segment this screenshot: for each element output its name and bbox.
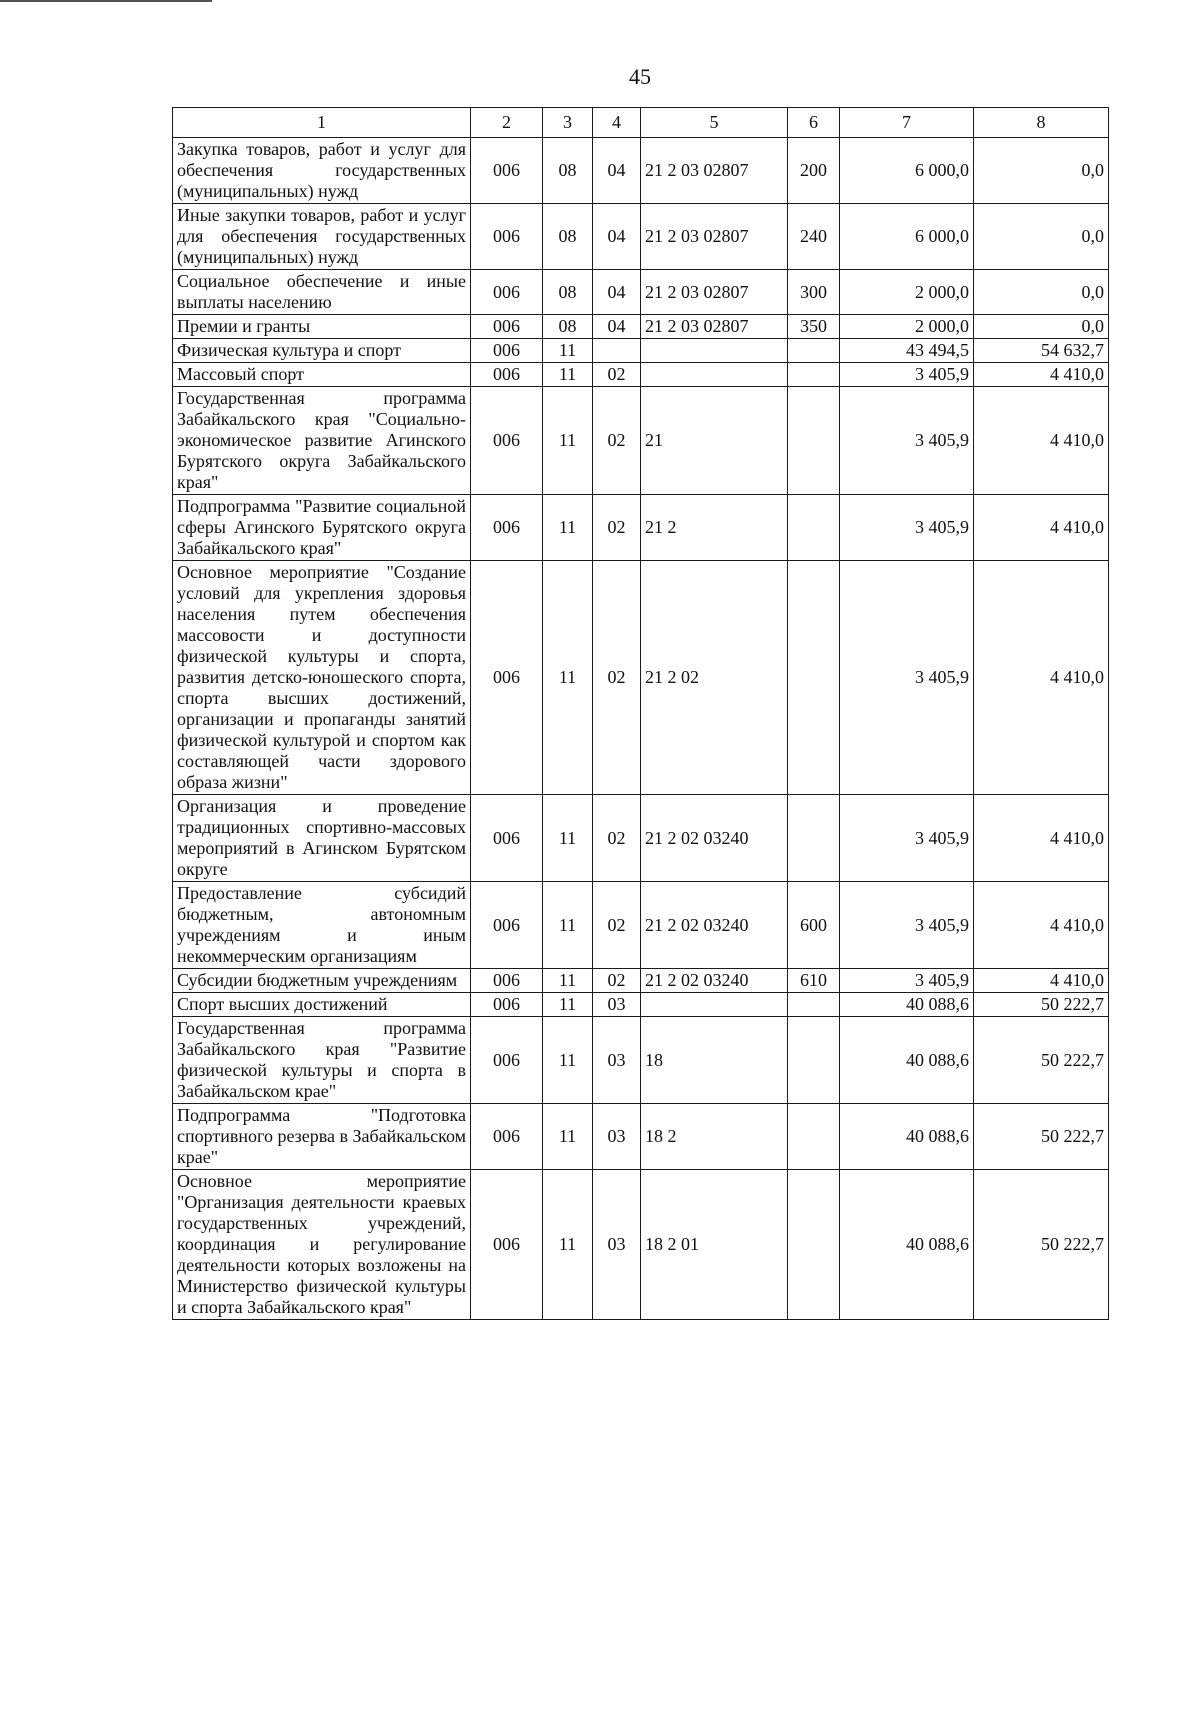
amount-column-7-cell: 40 088,6 xyxy=(840,1017,974,1104)
subsection-code-cell: 02 xyxy=(593,795,641,882)
expense-type-cell: 600 xyxy=(788,882,840,969)
amount-column-7-cell: 3 405,9 xyxy=(840,882,974,969)
row-name-cell: Государственная программа Забайкальского края "Социально-экономическое развитие Агинского Бурятского округа Забайкальского края" xyxy=(173,387,471,495)
amount-column-8-cell: 0,0 xyxy=(974,270,1109,315)
table-row xyxy=(173,204,1109,270)
section-code-cell: 11 xyxy=(543,1170,593,1320)
subsection-code-cell: 02 xyxy=(593,969,641,993)
amount-column-8-cell: 50 222,7 xyxy=(974,1104,1109,1170)
grbs-code-cell: 006 xyxy=(471,882,543,969)
row-name-cell: Массовый спорт xyxy=(173,363,471,387)
amount-column-7-cell: 3 405,9 xyxy=(840,795,974,882)
target-article-cell: 21 2 xyxy=(641,495,788,561)
expense-type-cell xyxy=(788,1170,840,1320)
target-article-cell: 21 2 03 02807 xyxy=(641,204,788,270)
row-name-cell: Иные закупки товаров, работ и услуг для обеспечения государственных (муниципальных) нужд xyxy=(173,204,471,270)
amount-column-7-cell: 3 405,9 xyxy=(840,561,974,795)
expense-type-cell xyxy=(788,339,840,363)
amount-column-8-cell: 4 410,0 xyxy=(974,363,1109,387)
target-article-cell: 21 2 02 03240 xyxy=(641,969,788,993)
table-row xyxy=(173,795,1109,882)
expense-type-cell xyxy=(788,1017,840,1104)
table-row xyxy=(173,561,1109,795)
amount-column-7-cell: 43 494,5 xyxy=(840,339,974,363)
amount-column-7-cell: 40 088,6 xyxy=(840,1170,974,1320)
grbs-code-cell: 006 xyxy=(471,339,543,363)
section-code-cell: 11 xyxy=(543,363,593,387)
target-article-cell: 21 2 02 xyxy=(641,561,788,795)
column-header: 6 xyxy=(788,108,840,138)
target-article-cell xyxy=(641,339,788,363)
column-header: 7 xyxy=(840,108,974,138)
amount-column-8-cell: 4 410,0 xyxy=(974,882,1109,969)
column-header: 4 xyxy=(593,108,641,138)
section-code-cell: 08 xyxy=(543,204,593,270)
amount-column-7-cell: 3 405,9 xyxy=(840,363,974,387)
subsection-code-cell: 03 xyxy=(593,1170,641,1320)
table-row xyxy=(173,138,1109,204)
expense-type-cell: 300 xyxy=(788,270,840,315)
target-article-cell: 21 2 03 02807 xyxy=(641,315,788,339)
column-header: 1 xyxy=(173,108,471,138)
section-code-cell: 08 xyxy=(543,315,593,339)
row-name-cell: Предоставление субсидий бюджетным, автономным учреждениям и иным некоммерческим организациям xyxy=(173,882,471,969)
subsection-code-cell xyxy=(593,339,641,363)
table-row xyxy=(173,1170,1109,1320)
table-row xyxy=(173,387,1109,495)
subsection-code-cell: 04 xyxy=(593,315,641,339)
table-row xyxy=(173,993,1109,1017)
amount-column-8-cell: 4 410,0 xyxy=(974,387,1109,495)
section-code-cell: 11 xyxy=(543,387,593,495)
table-row xyxy=(173,339,1109,363)
table-row xyxy=(173,495,1109,561)
expense-type-cell: 350 xyxy=(788,315,840,339)
grbs-code-cell: 006 xyxy=(471,204,543,270)
amount-column-8-cell: 50 222,7 xyxy=(974,1170,1109,1320)
subsection-code-cell: 02 xyxy=(593,363,641,387)
amount-column-8-cell: 4 410,0 xyxy=(974,495,1109,561)
section-code-cell: 11 xyxy=(543,795,593,882)
row-name-cell: Подпрограмма "Подготовка спортивного резерва в Забайкальском крае" xyxy=(173,1104,471,1170)
target-article-cell: 18 2 xyxy=(641,1104,788,1170)
grbs-code-cell: 006 xyxy=(471,1104,543,1170)
target-article-cell: 21 2 02 03240 xyxy=(641,795,788,882)
row-name-cell: Основное мероприятие "Создание условий для укрепления здоровья населения путем обеспечения массовости и доступности физической культуры и спорта, развития детско-юношеского спорта, спорта высших достижений, организации и пропаганды занятий физической культурой и спортом как составляющей части здорового образа жизни" xyxy=(173,561,471,795)
grbs-code-cell: 006 xyxy=(471,387,543,495)
grbs-code-cell: 006 xyxy=(471,1017,543,1104)
amount-column-8-cell: 0,0 xyxy=(974,315,1109,339)
section-code-cell: 08 xyxy=(543,270,593,315)
expense-type-cell: 240 xyxy=(788,204,840,270)
section-code-cell: 11 xyxy=(543,1104,593,1170)
amount-column-8-cell: 4 410,0 xyxy=(974,795,1109,882)
grbs-code-cell: 006 xyxy=(471,993,543,1017)
expense-type-cell xyxy=(788,1104,840,1170)
row-name-cell: Субсидии бюджетным учреждениям xyxy=(173,969,471,993)
amount-column-8-cell: 50 222,7 xyxy=(974,1017,1109,1104)
target-article-cell: 18 xyxy=(641,1017,788,1104)
section-code-cell: 11 xyxy=(543,882,593,969)
section-code-cell: 08 xyxy=(543,138,593,204)
target-article-cell xyxy=(641,993,788,1017)
expense-type-cell xyxy=(788,795,840,882)
table-row xyxy=(173,1017,1109,1104)
expense-type-cell xyxy=(788,363,840,387)
grbs-code-cell: 006 xyxy=(471,969,543,993)
amount-column-7-cell: 6 000,0 xyxy=(840,138,974,204)
amount-column-7-cell: 2 000,0 xyxy=(840,270,974,315)
amount-column-8-cell: 50 222,7 xyxy=(974,993,1109,1017)
amount-column-7-cell: 40 088,6 xyxy=(840,1104,974,1170)
section-code-cell: 11 xyxy=(543,495,593,561)
subsection-code-cell: 04 xyxy=(593,138,641,204)
scan-edge-line xyxy=(0,0,212,2)
target-article-cell: 21 2 03 02807 xyxy=(641,138,788,204)
row-name-cell: Организация и проведение традиционных спортивно-массовых мероприятий в Агинском Бурятском округе xyxy=(173,795,471,882)
column-header: 5 xyxy=(641,108,788,138)
expense-type-cell xyxy=(788,561,840,795)
section-code-cell: 11 xyxy=(543,993,593,1017)
target-article-cell xyxy=(641,363,788,387)
subsection-code-cell: 02 xyxy=(593,387,641,495)
table-row xyxy=(173,270,1109,315)
column-header: 2 xyxy=(471,108,543,138)
subsection-code-cell: 02 xyxy=(593,561,641,795)
grbs-code-cell: 006 xyxy=(471,270,543,315)
column-header: 8 xyxy=(974,108,1109,138)
amount-column-8-cell: 0,0 xyxy=(974,138,1109,204)
row-name-cell: Социальное обеспечение и иные выплаты населению xyxy=(173,270,471,315)
amount-column-7-cell: 3 405,9 xyxy=(840,969,974,993)
table-row xyxy=(173,315,1109,339)
subsection-code-cell: 04 xyxy=(593,204,641,270)
expense-type-cell xyxy=(788,993,840,1017)
section-code-cell: 11 xyxy=(543,969,593,993)
row-name-cell: Физическая культура и спорт xyxy=(173,339,471,363)
row-name-cell: Основное мероприятие "Организация деятельности краевых государственных учреждений, координация и регулирование деятельности которых возложены на Министерство физической культуры и спорта Забайкальского края" xyxy=(173,1170,471,1320)
subsection-code-cell: 03 xyxy=(593,1104,641,1170)
subsection-code-cell: 03 xyxy=(593,993,641,1017)
amount-column-8-cell: 4 410,0 xyxy=(974,561,1109,795)
amount-column-7-cell: 2 000,0 xyxy=(840,315,974,339)
row-name-cell: Спорт высших достижений xyxy=(173,993,471,1017)
grbs-code-cell: 006 xyxy=(471,495,543,561)
table-row xyxy=(173,1104,1109,1170)
expense-type-cell: 200 xyxy=(788,138,840,204)
row-name-cell: Премии и гранты xyxy=(173,315,471,339)
section-code-cell: 11 xyxy=(543,561,593,795)
amount-column-7-cell: 6 000,0 xyxy=(840,204,974,270)
row-name-cell: Государственная программа Забайкальского края "Развитие физической культуры и спорта в Забайкальском крае" xyxy=(173,1017,471,1104)
table-row xyxy=(173,363,1109,387)
page-number: 45 xyxy=(629,64,651,89)
expense-type-cell: 610 xyxy=(788,969,840,993)
grbs-code-cell: 006 xyxy=(471,561,543,795)
section-code-cell: 11 xyxy=(543,1017,593,1104)
subsection-code-cell: 02 xyxy=(593,495,641,561)
table-row xyxy=(173,882,1109,969)
grbs-code-cell: 006 xyxy=(471,1170,543,1320)
target-article-cell: 21 xyxy=(641,387,788,495)
row-name-cell: Подпрограмма "Развитие социальной сферы Агинского Бурятского округа Забайкальского края" xyxy=(173,495,471,561)
grbs-code-cell: 006 xyxy=(471,138,543,204)
table-row xyxy=(173,969,1109,993)
grbs-code-cell: 006 xyxy=(471,795,543,882)
amount-column-7-cell: 3 405,9 xyxy=(840,495,974,561)
expense-type-cell xyxy=(788,495,840,561)
table-body xyxy=(173,138,1109,1320)
target-article-cell: 21 2 03 02807 xyxy=(641,270,788,315)
subsection-code-cell: 02 xyxy=(593,882,641,969)
section-code-cell: 11 xyxy=(543,339,593,363)
column-header: 3 xyxy=(543,108,593,138)
amount-column-8-cell: 0,0 xyxy=(974,204,1109,270)
budget-table xyxy=(172,107,1109,1320)
amount-column-7-cell: 3 405,9 xyxy=(840,387,974,495)
subsection-code-cell: 03 xyxy=(593,1017,641,1104)
grbs-code-cell: 006 xyxy=(471,315,543,339)
table-header-row xyxy=(173,108,1109,138)
target-article-cell: 18 2 01 xyxy=(641,1170,788,1320)
expense-type-cell xyxy=(788,387,840,495)
amount-column-7-cell: 40 088,6 xyxy=(840,993,974,1017)
target-article-cell: 21 2 02 03240 xyxy=(641,882,788,969)
amount-column-8-cell: 4 410,0 xyxy=(974,969,1109,993)
grbs-code-cell: 006 xyxy=(471,363,543,387)
subsection-code-cell: 04 xyxy=(593,270,641,315)
row-name-cell: Закупка товаров, работ и услуг для обеспечения государственных (муниципальных) нужд xyxy=(173,138,471,204)
amount-column-8-cell: 54 632,7 xyxy=(974,339,1109,363)
